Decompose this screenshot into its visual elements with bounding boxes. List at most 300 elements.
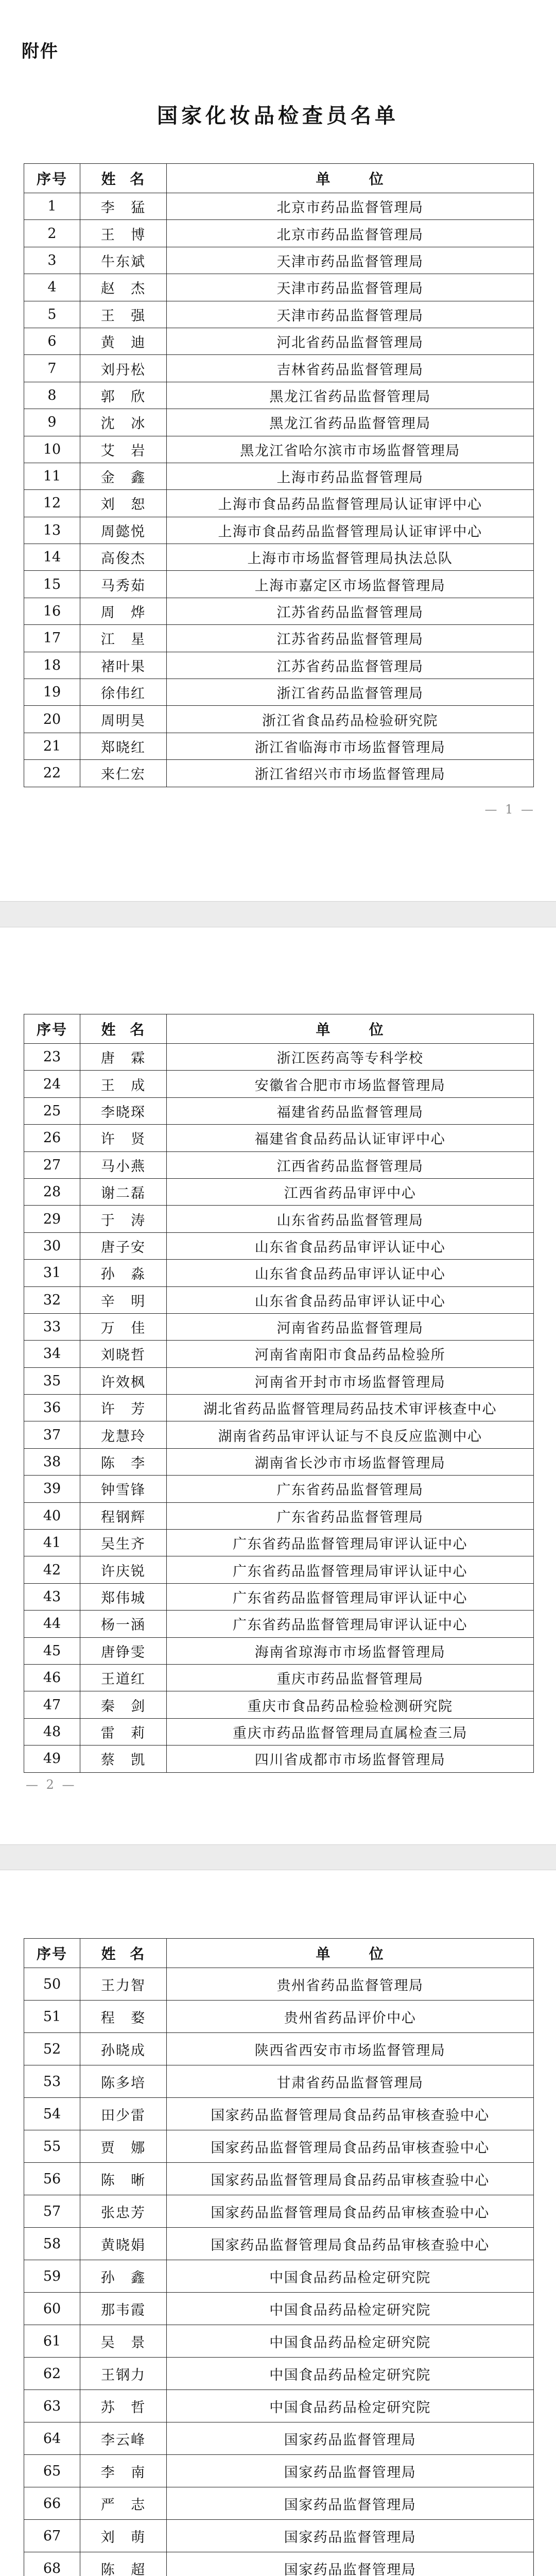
row-number: 29	[24, 1206, 80, 1232]
table-header	[24, 164, 534, 193]
inspector-name: 李 猛	[80, 193, 167, 220]
table-row	[24, 1178, 534, 1205]
inspector-name: 赵 杰	[80, 274, 167, 301]
row-number: 8	[24, 382, 80, 409]
attachment-label: 附件	[22, 41, 59, 62]
inspector-name: 唐铮雯	[80, 1637, 167, 1664]
work-unit: 中国食品药品检定研究院	[167, 2325, 534, 2358]
row-number: 46	[24, 1664, 80, 1691]
row-number: 16	[24, 598, 80, 624]
table-row	[24, 2487, 534, 2520]
inspector-name: 周懿悦	[80, 517, 167, 544]
row-number: 42	[24, 1556, 80, 1583]
table-row	[24, 2293, 534, 2325]
row-number: 49	[24, 1745, 80, 1772]
inspector-name: 贾 娜	[80, 2130, 167, 2163]
work-unit: 安徽省合肥市市场监督管理局	[167, 1071, 534, 1097]
table-row	[24, 1745, 534, 1772]
header-name: 姓 名	[80, 1939, 167, 1968]
work-unit: 黑龙江省药品监督管理局	[167, 409, 534, 436]
page-number: — 1 —	[484, 802, 535, 817]
work-unit: 山东省食品药品审评认证中心	[167, 1286, 534, 1313]
work-unit: 上海市食品药品监督管理局认证审评中心	[167, 517, 534, 544]
table-row	[24, 1556, 534, 1583]
work-unit: 甘肃省药品监督管理局	[167, 2065, 534, 2098]
row-number: 58	[24, 2228, 80, 2260]
row-number: 6	[24, 328, 80, 354]
row-number: 31	[24, 1260, 80, 1286]
inspector-name: 孙 鑫	[80, 2260, 167, 2293]
work-unit: 江苏省药品监督管理局	[167, 625, 534, 652]
header-row	[24, 1939, 534, 1968]
header-row	[24, 1014, 534, 1044]
row-number: 47	[24, 1691, 80, 1718]
table-row	[24, 1968, 534, 2001]
work-unit: 上海市市场监督管理局执法总队	[167, 544, 534, 571]
work-unit: 广东省药品监督管理局审评认证中心	[167, 1530, 534, 1556]
table-row	[24, 2552, 534, 2576]
work-unit: 国家药品监督管理局	[167, 2422, 534, 2455]
row-number: 18	[24, 652, 80, 679]
work-unit: 四川省成都市市场监督管理局	[167, 1745, 534, 1772]
table-row	[24, 274, 534, 301]
table-row	[24, 544, 534, 571]
inspector-name: 郑晓红	[80, 733, 167, 759]
inspector-table	[24, 1938, 534, 2576]
work-unit: 江苏省药品监督管理局	[167, 652, 534, 679]
work-unit: 福建省药品监督管理局	[167, 1097, 534, 1124]
row-number: 55	[24, 2130, 80, 2163]
work-unit: 山东省食品药品审评认证中心	[167, 1232, 534, 1259]
table-row	[24, 517, 534, 544]
row-number: 34	[24, 1341, 80, 1367]
inspector-name: 杨一涵	[80, 1611, 167, 1637]
table-row	[24, 1097, 534, 1124]
row-number: 15	[24, 571, 80, 598]
table-row	[24, 490, 534, 517]
table-row	[24, 1313, 534, 1340]
header-unit: 单 位	[167, 1014, 534, 1044]
work-unit: 重庆市药品监督管理局直属检查三局	[167, 1718, 534, 1745]
row-number: 30	[24, 1232, 80, 1259]
row-number: 32	[24, 1286, 80, 1313]
table-row	[24, 1367, 534, 1394]
inspector-name: 沈 冰	[80, 409, 167, 436]
work-unit: 国家药品监督管理局食品药品审核查验中心	[167, 2098, 534, 2130]
table-row	[24, 1151, 534, 1178]
inspector-name: 辛 明	[80, 1286, 167, 1313]
row-number: 59	[24, 2260, 80, 2293]
table-row	[24, 2358, 534, 2390]
work-unit: 浙江省绍兴市市场监督管理局	[167, 760, 534, 787]
table-row	[24, 2195, 534, 2228]
work-unit: 国家药品监督管理局食品药品审核查验中心	[167, 2228, 534, 2260]
table-row	[24, 1125, 534, 1151]
work-unit: 贵州省药品监督管理局	[167, 1968, 534, 2001]
row-number: 56	[24, 2163, 80, 2195]
inspector-name: 陈 晰	[80, 2163, 167, 2195]
table-row	[24, 2422, 534, 2455]
work-unit: 山东省药品监督管理局	[167, 1206, 534, 1232]
work-unit: 陕西省西安市市场监督管理局	[167, 2033, 534, 2065]
inspector-name: 马秀茹	[80, 571, 167, 598]
table-row	[24, 1502, 534, 1529]
inspector-name: 周明昊	[80, 706, 167, 733]
work-unit: 国家药品监督管理局食品药品审核查验中心	[167, 2163, 534, 2195]
work-unit: 江西省药品审评中心	[167, 1178, 534, 1205]
table-row	[24, 2098, 534, 2130]
inspector-name: 郭 欣	[80, 382, 167, 409]
inspector-name: 吴 景	[80, 2325, 167, 2358]
inspector-name: 周 烨	[80, 598, 167, 624]
header-number: 序号	[24, 1939, 80, 1968]
row-number: 37	[24, 1421, 80, 1448]
inspector-name: 许 贤	[80, 1125, 167, 1151]
row-number: 9	[24, 409, 80, 436]
inspector-name: 刘丹松	[80, 355, 167, 382]
row-number: 43	[24, 1583, 80, 1610]
inspector-name: 孙晓成	[80, 2033, 167, 2065]
inspector-name: 张忠芳	[80, 2195, 167, 2228]
work-unit: 河南省南阳市食品药品检验所	[167, 1341, 534, 1367]
table-row	[24, 2001, 534, 2033]
work-unit: 天津市药品监督管理局	[167, 274, 534, 301]
row-number: 12	[24, 490, 80, 517]
header-number: 序号	[24, 164, 80, 193]
table-row	[24, 1611, 534, 1637]
table-row	[24, 2390, 534, 2422]
row-number: 19	[24, 679, 80, 706]
inspector-name: 秦 剑	[80, 1691, 167, 1718]
row-number: 41	[24, 1530, 80, 1556]
work-unit: 广东省药品监督管理局	[167, 1476, 534, 1502]
page-separator	[0, 901, 556, 927]
row-number: 40	[24, 1502, 80, 1529]
row-number: 33	[24, 1313, 80, 1340]
inspector-name: 王钢力	[80, 2358, 167, 2390]
work-unit: 国家药品监督管理局	[167, 2455, 534, 2487]
inspector-name: 金 鑫	[80, 463, 167, 489]
table-row	[24, 679, 534, 706]
table-row	[24, 1341, 534, 1367]
work-unit: 贵州省药品评价中心	[167, 2001, 534, 2033]
table-row	[24, 1583, 534, 1610]
work-unit: 海南省琼海市市场监督管理局	[167, 1637, 534, 1664]
inspector-name: 来仁宏	[80, 760, 167, 787]
inspector-name: 黄 迪	[80, 328, 167, 354]
row-number: 28	[24, 1178, 80, 1205]
inspector-name: 孙 淼	[80, 1260, 167, 1286]
table-row	[24, 2163, 534, 2195]
work-unit: 中国食品药品检定研究院	[167, 2358, 534, 2390]
work-unit: 广东省药品监督管理局审评认证中心	[167, 1556, 534, 1583]
row-number: 67	[24, 2520, 80, 2552]
table-row	[24, 625, 534, 652]
row-number: 7	[24, 355, 80, 382]
inspector-name: 于 涛	[80, 1206, 167, 1232]
inspector-name: 雷 莉	[80, 1718, 167, 1745]
row-number: 51	[24, 2001, 80, 2033]
inspector-name: 王 强	[80, 301, 167, 328]
table-body	[24, 1968, 534, 2576]
table-row	[24, 1071, 534, 1097]
inspector-name: 李晓琛	[80, 1097, 167, 1124]
work-unit: 国家药品监督管理局	[167, 2520, 534, 2552]
table-row	[24, 193, 534, 220]
header-name: 姓 名	[80, 164, 167, 193]
inspector-name: 徐伟红	[80, 679, 167, 706]
inspector-name: 刘 萌	[80, 2520, 167, 2552]
inspector-name: 吴生齐	[80, 1530, 167, 1556]
row-number: 44	[24, 1611, 80, 1637]
table-row	[24, 571, 534, 598]
table-row	[24, 382, 534, 409]
row-number: 68	[24, 2552, 80, 2576]
table-row	[24, 1286, 534, 1313]
table-row	[24, 598, 534, 624]
inspector-name: 谢二磊	[80, 1178, 167, 1205]
row-number: 45	[24, 1637, 80, 1664]
row-number: 2	[24, 220, 80, 247]
table-row	[24, 1044, 534, 1071]
header-name: 姓 名	[80, 1014, 167, 1044]
row-number: 4	[24, 274, 80, 301]
inspector-name: 龙慧玲	[80, 1421, 167, 1448]
work-unit: 湖北省药品监督管理局药品技术审评核查中心	[167, 1395, 534, 1421]
row-number: 57	[24, 2195, 80, 2228]
work-unit: 国家药品监督管理局食品药品审核查验中心	[167, 2195, 534, 2228]
table-row	[24, 1664, 534, 1691]
work-unit: 湖南省药品审评认证与不良反应监测中心	[167, 1421, 534, 1448]
inspector-name: 王道红	[80, 1664, 167, 1691]
work-unit: 中国食品药品检定研究院	[167, 2260, 534, 2293]
table-header	[24, 1014, 534, 1044]
document-page-3	[0, 1870, 556, 2576]
row-number: 38	[24, 1448, 80, 1475]
work-unit: 上海市嘉定区市场监督管理局	[167, 571, 534, 598]
inspector-name: 蔡 凯	[80, 1745, 167, 1772]
table-row	[24, 1691, 534, 1718]
work-unit: 黑龙江省哈尔滨市市场监督管理局	[167, 436, 534, 463]
work-unit: 国家药品监督管理局	[167, 2552, 534, 2576]
inspector-name: 陈多培	[80, 2065, 167, 2098]
header-unit: 单 位	[167, 1939, 534, 1968]
work-unit: 国家药品监督管理局食品药品审核查验中心	[167, 2130, 534, 2163]
work-unit: 浙江省食品药品检验研究院	[167, 706, 534, 733]
inspector-name: 陈 超	[80, 2552, 167, 2576]
row-number: 54	[24, 2098, 80, 2130]
row-number: 20	[24, 706, 80, 733]
row-number: 1	[24, 193, 80, 220]
row-number: 26	[24, 1125, 80, 1151]
table-header	[24, 1939, 534, 1968]
work-unit: 上海市食品药品监督管理局认证审评中心	[167, 490, 534, 517]
inspector-name: 许 芳	[80, 1395, 167, 1421]
table-row	[24, 1260, 534, 1286]
header-number: 序号	[24, 1014, 80, 1044]
table-row	[24, 1637, 534, 1664]
table-row	[24, 2228, 534, 2260]
inspector-table	[24, 1014, 534, 1773]
work-unit: 浙江医药高等专科学校	[167, 1044, 534, 1071]
inspector-name: 李云峰	[80, 2422, 167, 2455]
work-unit: 中国食品药品检定研究院	[167, 2390, 534, 2422]
row-number: 36	[24, 1395, 80, 1421]
row-number: 61	[24, 2325, 80, 2358]
work-unit: 天津市药品监督管理局	[167, 301, 534, 328]
work-unit: 上海市药品监督管理局	[167, 463, 534, 489]
row-number: 3	[24, 247, 80, 274]
table-row	[24, 652, 534, 679]
table-row	[24, 2065, 534, 2098]
inspector-name: 苏 哲	[80, 2390, 167, 2422]
row-number: 27	[24, 1151, 80, 1178]
table-row	[24, 1476, 534, 1502]
row-number: 60	[24, 2293, 80, 2325]
inspector-name: 严 志	[80, 2487, 167, 2520]
table-row	[24, 1718, 534, 1745]
table-row	[24, 1421, 534, 1448]
row-number: 5	[24, 301, 80, 328]
inspector-name: 田少雷	[80, 2098, 167, 2130]
work-unit: 河南省开封市市场监督管理局	[167, 1367, 534, 1394]
work-unit: 吉林省药品监督管理局	[167, 355, 534, 382]
inspector-name: 江 星	[80, 625, 167, 652]
table-row	[24, 301, 534, 328]
table-row	[24, 1232, 534, 1259]
work-unit: 中国食品药品检定研究院	[167, 2293, 534, 2325]
work-unit: 广东省药品监督管理局	[167, 1502, 534, 1529]
work-unit: 河北省药品监督管理局	[167, 328, 534, 354]
table-row	[24, 2130, 534, 2163]
row-number: 39	[24, 1476, 80, 1502]
work-unit: 黑龙江省药品监督管理局	[167, 382, 534, 409]
row-number: 66	[24, 2487, 80, 2520]
row-number: 50	[24, 1968, 80, 2001]
work-unit: 北京市药品监督管理局	[167, 193, 534, 220]
row-number: 25	[24, 1097, 80, 1124]
inspector-table	[24, 163, 534, 787]
table-body	[24, 1044, 534, 1773]
work-unit: 浙江省临海市市场监督管理局	[167, 733, 534, 759]
table-row	[24, 355, 534, 382]
inspector-name: 许庆锐	[80, 1556, 167, 1583]
inspector-name: 许效枫	[80, 1367, 167, 1394]
row-number: 63	[24, 2390, 80, 2422]
inspector-name: 程 婺	[80, 2001, 167, 2033]
inspector-name: 王 成	[80, 1071, 167, 1097]
row-number: 14	[24, 544, 80, 571]
document-page-1	[0, 0, 556, 901]
inspector-name: 陈 李	[80, 1448, 167, 1475]
work-unit: 天津市药品监督管理局	[167, 247, 534, 274]
inspector-name: 那韦霞	[80, 2293, 167, 2325]
table-row	[24, 247, 534, 274]
header-row	[24, 164, 534, 193]
row-number: 22	[24, 760, 80, 787]
row-number: 65	[24, 2455, 80, 2487]
row-number: 52	[24, 2033, 80, 2065]
table-row	[24, 706, 534, 733]
inspector-name: 黄晓娟	[80, 2228, 167, 2260]
table-row	[24, 1530, 534, 1556]
row-number: 23	[24, 1044, 80, 1071]
work-unit: 江西省药品监督管理局	[167, 1151, 534, 1178]
inspector-name: 刘晓哲	[80, 1341, 167, 1367]
row-number: 48	[24, 1718, 80, 1745]
table-row	[24, 328, 534, 354]
row-number: 21	[24, 733, 80, 759]
work-unit: 北京市药品监督管理局	[167, 220, 534, 247]
inspector-name: 唐 霖	[80, 1044, 167, 1071]
table-row	[24, 760, 534, 787]
inspector-name: 唐子安	[80, 1232, 167, 1259]
row-number: 17	[24, 625, 80, 652]
row-number: 10	[24, 436, 80, 463]
document-title: 国家化妆品检查员名单	[157, 104, 399, 128]
work-unit: 重庆市食品药品检验检测研究院	[167, 1691, 534, 1718]
inspector-name: 钟雪锋	[80, 1476, 167, 1502]
inspector-name: 程钢辉	[80, 1502, 167, 1529]
inspector-name: 万 佳	[80, 1313, 167, 1340]
table-row	[24, 463, 534, 489]
table-row	[24, 2260, 534, 2293]
inspector-name: 褚叶果	[80, 652, 167, 679]
work-unit: 广东省药品监督管理局审评认证中心	[167, 1611, 534, 1637]
work-unit: 湖南省长沙市市场监督管理局	[167, 1448, 534, 1475]
work-unit: 河南省药品监督管理局	[167, 1313, 534, 1340]
table-row	[24, 436, 534, 463]
table-row	[24, 1206, 534, 1232]
row-number: 35	[24, 1367, 80, 1394]
document-page-2	[0, 927, 556, 1844]
work-unit: 浙江省药品监督管理局	[167, 679, 534, 706]
table-row	[24, 733, 534, 759]
row-number: 53	[24, 2065, 80, 2098]
inspector-name: 王 博	[80, 220, 167, 247]
page-separator	[0, 1844, 556, 1870]
table-row	[24, 2325, 534, 2358]
inspector-name: 李 南	[80, 2455, 167, 2487]
table-row	[24, 2520, 534, 2552]
header-unit: 单 位	[167, 164, 534, 193]
inspector-name: 艾 岩	[80, 436, 167, 463]
inspector-name: 牛东斌	[80, 247, 167, 274]
table-body	[24, 193, 534, 787]
work-unit: 广东省药品监督管理局审评认证中心	[167, 1583, 534, 1610]
inspector-name: 高俊杰	[80, 544, 167, 571]
table-row	[24, 220, 534, 247]
inspector-name: 马小燕	[80, 1151, 167, 1178]
table-row	[24, 2033, 534, 2065]
row-number: 13	[24, 517, 80, 544]
table-row	[24, 2455, 534, 2487]
work-unit: 福建省食品药品认证审评中心	[167, 1125, 534, 1151]
work-unit: 重庆市药品监督管理局	[167, 1664, 534, 1691]
row-number: 11	[24, 463, 80, 489]
row-number: 62	[24, 2358, 80, 2390]
row-number: 24	[24, 1071, 80, 1097]
row-number: 64	[24, 2422, 80, 2455]
work-unit: 江苏省药品监督管理局	[167, 598, 534, 624]
inspector-name: 刘 恕	[80, 490, 167, 517]
inspector-name: 王力智	[80, 1968, 167, 2001]
work-unit: 山东省食品药品审评认证中心	[167, 1260, 534, 1286]
inspector-name: 郑伟城	[80, 1583, 167, 1610]
page-number: — 2 —	[26, 1777, 77, 1792]
work-unit: 国家药品监督管理局	[167, 2487, 534, 2520]
table-row	[24, 1448, 534, 1475]
